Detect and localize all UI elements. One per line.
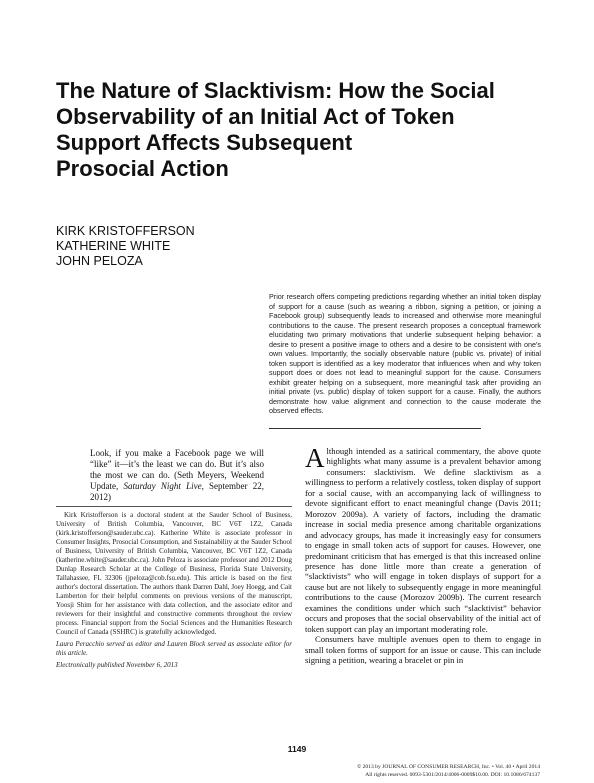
editor-note: Laura Peracchio served as editor and Lauren Block served as associate editor for this article. <box>56 640 292 657</box>
title-line: The Nature of Slacktivism: How the Social <box>56 78 495 103</box>
epigraph-source: Saturday Night Live <box>123 481 202 491</box>
copyright-line: All rights reserved. 0093-5301/2014/4006-0009$10.00. DOI: 10.1086/674137 <box>365 771 540 778</box>
title-line: Support Affects Subsequent <box>56 130 353 155</box>
title-line: Observability of an Initial Act of Token <box>56 104 455 129</box>
author-name: JOHN PELOZA <box>56 254 143 268</box>
publication-note: Electronically published November 6, 2013 <box>56 661 178 669</box>
epigraph <box>90 448 264 503</box>
section-divider <box>269 428 481 429</box>
author-name: KIRK KRISTOFFERSON <box>56 224 195 238</box>
paragraph-text: lthough intended as a satirical commentary, the above quote highlights what many assume is a prevalent behavior among consumers: slacktivism. We define slacktivism as a willingness to perform a relatively costless, token display of support for a social cause, with an accompanying lack of willingness to devote significant effort to enact meaningful change (Davis 2011; Morozov 2009a). A variety of factors, including the dramatic increase in social media presence among charitable organizations and advocacy groups, has made it increasingly easy for consumers to engage in small token acts of support for causes. However, one predominant criticism that has emerged is that this increased online presence has done little more than create a generation of “slacktivists” who will engage in token displays of support for a cause but are not likely to subsequently engage in more meaningful contributions to the cause (Morozov 2009b). The current research examines the conditions under which such “slacktivist” behavior occurs and proposes that the social observability of the initial act of token support can play an important moderating role. <box>305 446 541 634</box>
epigraph-attribution-prefix: (Seth Meyers, Weekend Update, <box>90 470 265 491</box>
author-list <box>56 224 195 269</box>
body-paragraph: Consumers have multiple avenues open to them to engage in small token forms of support for an issue or cause. This can include signing a petition, wearing a bracelet or pin in <box>305 634 541 666</box>
footnote-text: Kirk Kristofferson is a doctoral student at the Sauder School of Business, University of British Columbia, Vancouver, BC V6T 1Z2, Canada (kirk.kristofferson@sauder.ubc.ca). Katherine White is associate professor in Consumer Insights, Prosocial Consumption, and Sustainability at the Sauder School of Business, University of British Columbia, Vancouver, BC V6T 1Z2, Canada (katherine.white@sauder.ubc.ca). John Peloza is associate professor and 2012 Doug Dunlap Research Scholar at the College of Business, Florida State University, Tallahassee, FL 32306 (jpeloza@cob.fsu.edu). This article is based on the first author's doctoral dissertation. The authors thank Darren Dahl, Joey Hoegg, and Cait Lamberton for their helpful comments on previous versions of the manuscript, Yoosji Shim for her assistance with data collection, and the associate editor and reviewers for their insightful and constructive comments throughout the review process. Financial support from the Social Sciences and the Humanities Research Council of Canada (SSHRC) is gratefully acknowledged. <box>56 511 292 636</box>
title-line: Prosocial Action <box>56 156 229 181</box>
epigraph-quote: Look, if you make a Facebook page we will “like” it—it’s the least we can do. But it’s also the most we can do. <box>90 448 264 480</box>
copyright-notice <box>357 764 540 779</box>
abstract: Prior research offers competing predictions regarding whether an initial token display of support for a cause (such as wearing a ribbon, signing a petition, or joining a Facebook group) subsequently leads to increased and otherwise more meaningful contributions to the cause. The present research proposes a conceptual framework elucidating two primary motivations that underlie subsequent helping behavior: a desire to present a positive image to others and a desire to be consistent with one's own values. Importantly, the socially observable nature (public vs. private) of initial token support is identified as a key moderator that influences when and why token support does or does not lead to meaningful support for the cause. Consumers exhibit greater helping on a subsequent, more meaningful task after providing an initial private (vs. public) display of token support for a cause. Finally, the authors demonstrate how value alignment and connection to the cause moderate the observed effects. <box>269 292 541 415</box>
body-text <box>305 443 541 666</box>
page-number: 1149 <box>287 744 307 754</box>
epigraph-attribution-suffix: , September 22, 2012) <box>90 481 264 502</box>
body-paragraph <box>305 443 541 634</box>
drop-cap: A <box>305 443 325 473</box>
article-title <box>56 78 526 182</box>
copyright-line: © 2013 by JOURNAL OF CONSUMER RESEARCH, Inc. • Vol. 40 • April 2014 <box>356 764 540 770</box>
author-name: KATHERINE WHITE <box>56 239 171 253</box>
author-footnote <box>56 506 292 670</box>
